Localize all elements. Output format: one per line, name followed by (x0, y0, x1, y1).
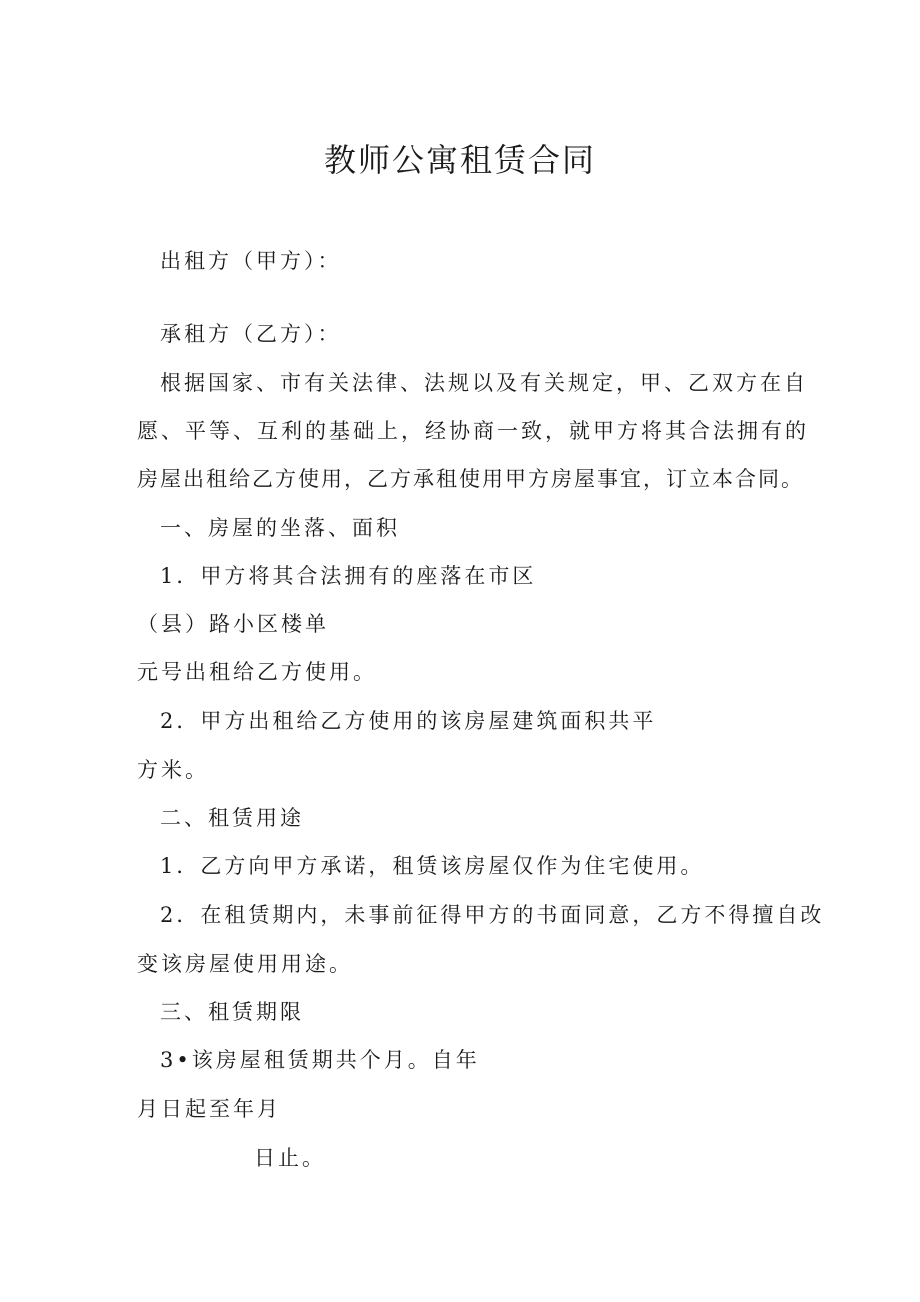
paragraph-line: 根据国家、市有关法律、法规以及有关规定，甲、乙双方在自 (160, 371, 808, 395)
clause-line: 2．甲方出租给乙方使用的该房屋建筑面积共平 (160, 709, 657, 733)
paragraph-line: 房屋出租给乙方使用，乙方承租使用甲方房屋事宜，订立本合同。 (137, 467, 804, 491)
lessee-line: 承租方（乙方）： (160, 322, 342, 346)
section-heading: 一、房屋的坐落、面积 (160, 516, 400, 540)
clause-line: 元号出租给乙方使用。 (137, 660, 377, 684)
clause-line: 日止。 (254, 1146, 326, 1170)
clause-line: 1．乙方向甲方承诺，租赁该房屋仅作为住宅使用。 (160, 854, 705, 878)
lessor-line: 出租方（甲方）： (160, 249, 342, 273)
clause-line: 2．在租赁期内，未事前征得甲方的书面同意，乙方不得擅自改 (160, 903, 825, 927)
document-title: 教师公寓租赁合同 (323, 141, 596, 179)
clause-line: （县）路小区楼单 (137, 612, 329, 636)
clause-line: 1．甲方将其合法拥有的座落在市区 (160, 564, 537, 588)
paragraph-line: 愿、平等、互利的基础上，经协商一致，就甲方将其合法拥有的 (137, 419, 809, 443)
section-heading: 三、租赁期限 (160, 1000, 304, 1024)
clause-line: 变该房屋使用用途。 (137, 952, 353, 976)
section-heading: 二、租赁用途 (160, 806, 304, 830)
clause-line: 方米。 (137, 758, 209, 782)
clause-line: 3•该房屋租赁期共个月。自年 (160, 1048, 480, 1072)
clause-line: 月日起至年月 (137, 1097, 281, 1121)
